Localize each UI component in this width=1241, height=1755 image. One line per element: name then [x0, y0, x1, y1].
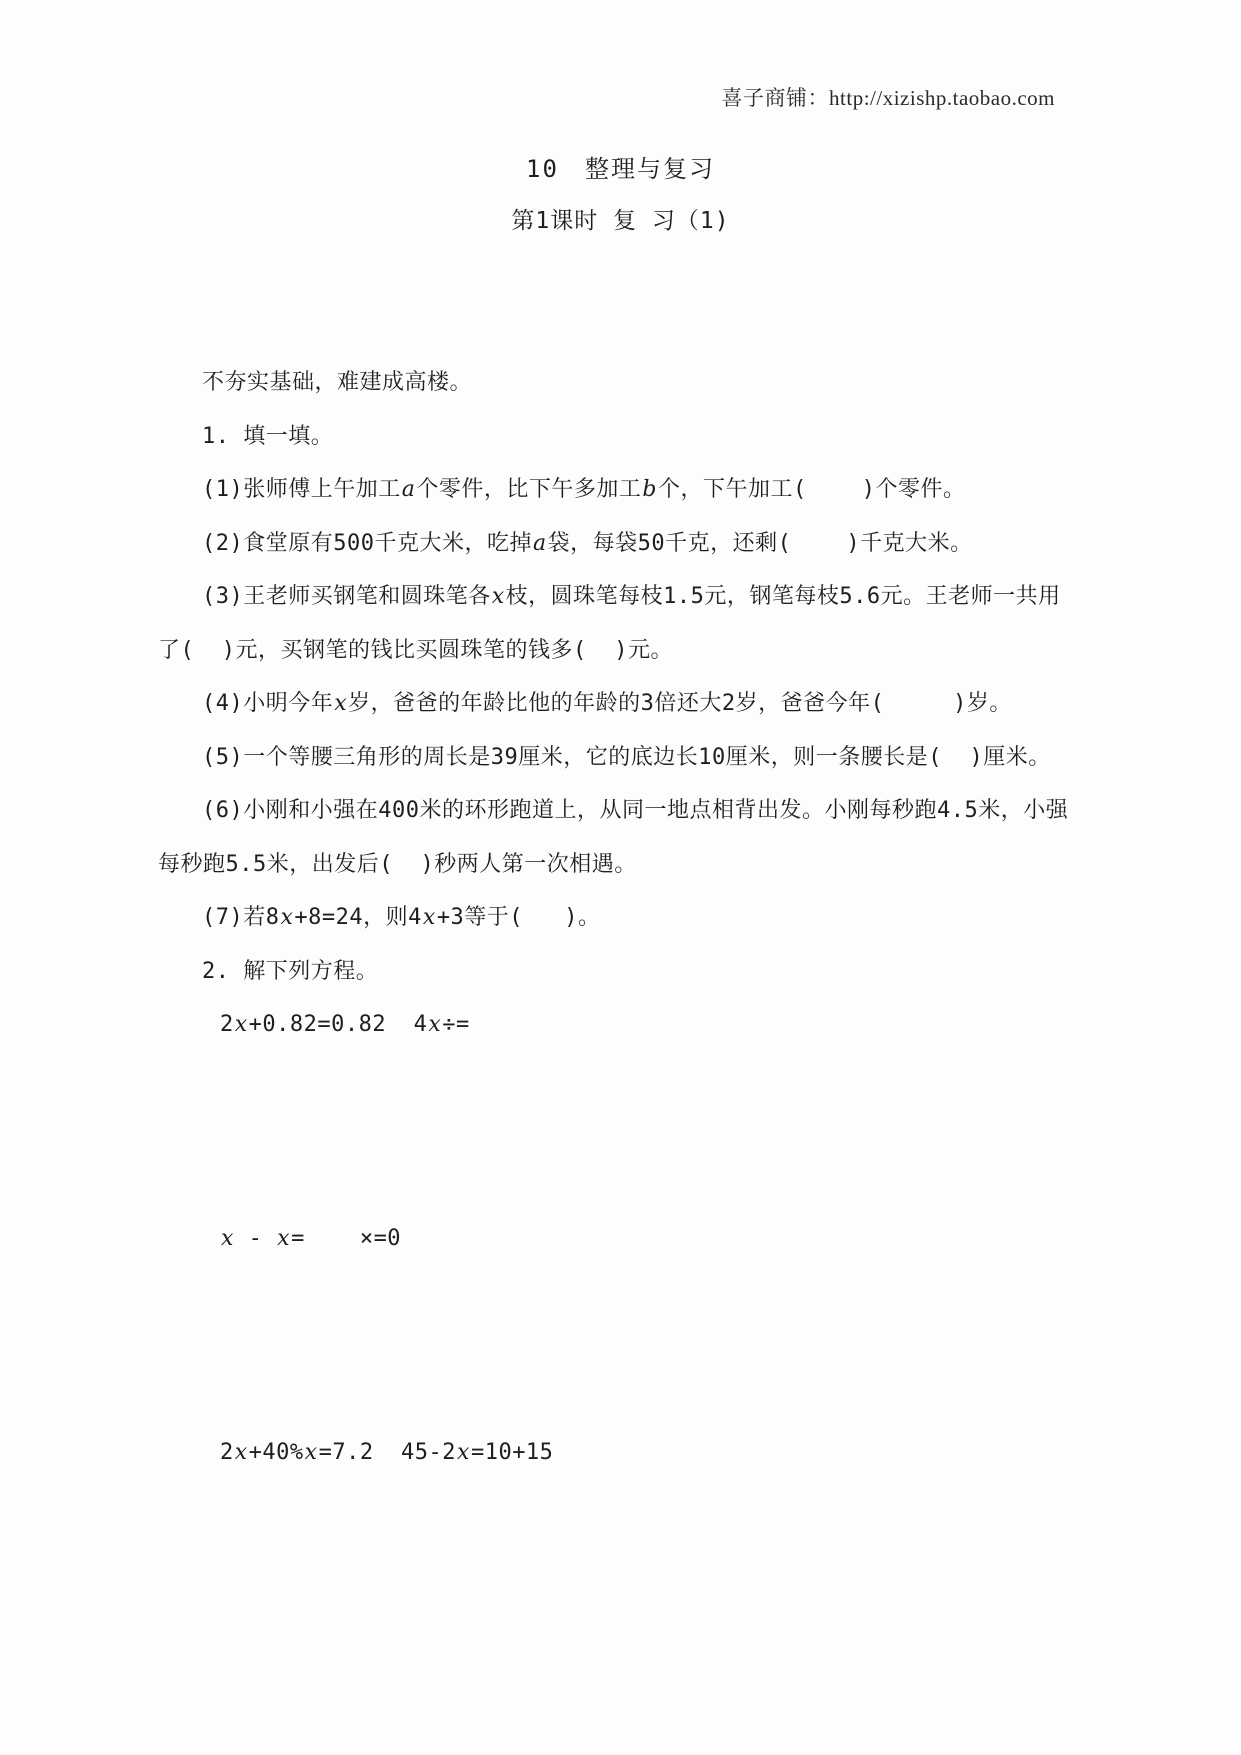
text-run: 1. 填一填。 [202, 423, 334, 449]
fill-item-3-continuation [158, 624, 1181, 678]
text-run: = ×=0 [291, 1226, 402, 1251]
math-variable: x [234, 1012, 248, 1037]
math-variable: x [304, 1440, 318, 1465]
fill-item-1 [158, 463, 1181, 517]
text-run: 2 [220, 1440, 234, 1465]
text-run: (6)小刚和小强在400米的环形跑道上，从同一地点相背出发。小刚每秒跑4.5米，小强 [202, 798, 1069, 823]
text-run: 袋，每袋50千克，还剩( )千克大米。 [547, 530, 973, 556]
math-variable: x [491, 584, 505, 609]
worksheet-body [158, 356, 1181, 1480]
fill-item-4 [158, 677, 1181, 731]
section-2-heading [158, 945, 1181, 999]
text-run: 不夯实基础，难建成高楼。 [202, 370, 473, 395]
fill-item-3 [158, 570, 1181, 624]
equation-line-3 [158, 1426, 1181, 1480]
math-variable: a [532, 530, 547, 556]
math-variable: b [642, 477, 657, 502]
text-run: - [234, 1226, 277, 1251]
math-variable: x [221, 1226, 234, 1251]
text-run: 2 [220, 1012, 234, 1037]
section-1-heading [158, 410, 1181, 464]
shop-watermark: 喜子商铺：http://xizishp.taobao.com [721, 86, 1055, 110]
workspace-gap-2 [158, 1266, 1181, 1427]
math-variable: x [280, 905, 294, 930]
text-run: +0.82=0.82 4 [248, 1012, 428, 1037]
math-variable: x [334, 691, 348, 716]
math-variable: x [428, 1012, 442, 1037]
motto-line [158, 356, 1181, 410]
math-variable: x [234, 1440, 248, 1465]
equation-line-2 [158, 1212, 1181, 1266]
fill-item-2 [158, 517, 1181, 571]
text-run: ÷= [442, 1012, 470, 1037]
text-run: (3)王老师买钢笔和圆珠笔各 [202, 584, 491, 609]
text-run: (1)张师傅上午加工 [202, 477, 401, 502]
text-run: 每秒跑5.5米，出发后( )秒两人第一次相遇。 [158, 851, 637, 877]
fill-item-7 [158, 891, 1181, 945]
text-run: (2)食堂原有500千克大米，吃掉 [202, 530, 532, 556]
math-variable: x [277, 1226, 291, 1251]
text-run: +8=24，则4 [294, 905, 422, 930]
fill-item-6 [158, 784, 1181, 838]
text-run: 2. 解下列方程。 [202, 958, 379, 984]
text-run: 岁，爸爸的年龄比他的年龄的3倍还大2岁，爸爸今年( )岁。 [348, 691, 1012, 716]
text-run: 个，下午加工( )个零件。 [657, 477, 966, 502]
unit-title: 10 整理与复习 [526, 155, 715, 183]
math-variable: x [422, 905, 436, 930]
text-run: =7.2 45-2 [318, 1440, 457, 1465]
workspace-gap-1 [158, 1052, 1181, 1213]
fill-item-6-continuation [158, 838, 1181, 892]
math-variable: a [401, 477, 416, 502]
math-variable: x [457, 1440, 470, 1465]
text-run: (4)小明今年 [202, 691, 334, 716]
equation-line-1 [158, 998, 1181, 1052]
lesson-title: 第1课时 复 习（1) [511, 208, 730, 234]
text-run: (7)若8 [202, 905, 280, 930]
text-run: +3等于( )。 [436, 905, 601, 930]
text-run: 了( )元，买钢笔的钱比买圆珠笔的钱多( )元。 [158, 637, 673, 663]
text-run: 枝，圆珠笔每枝1.5元，钢笔每枝5.6元。王老师一共用 [505, 584, 1061, 609]
text-run: (5)一个等腰三角形的周长是39厘米，它的底边长10厘米，则一条腰长是( )厘米。 [202, 744, 1051, 770]
fill-item-5 [158, 731, 1181, 785]
text-run: 个零件，比下午多加工 [416, 477, 642, 502]
text-run: =10+15 [470, 1440, 554, 1465]
text-run: +40% [248, 1440, 304, 1465]
